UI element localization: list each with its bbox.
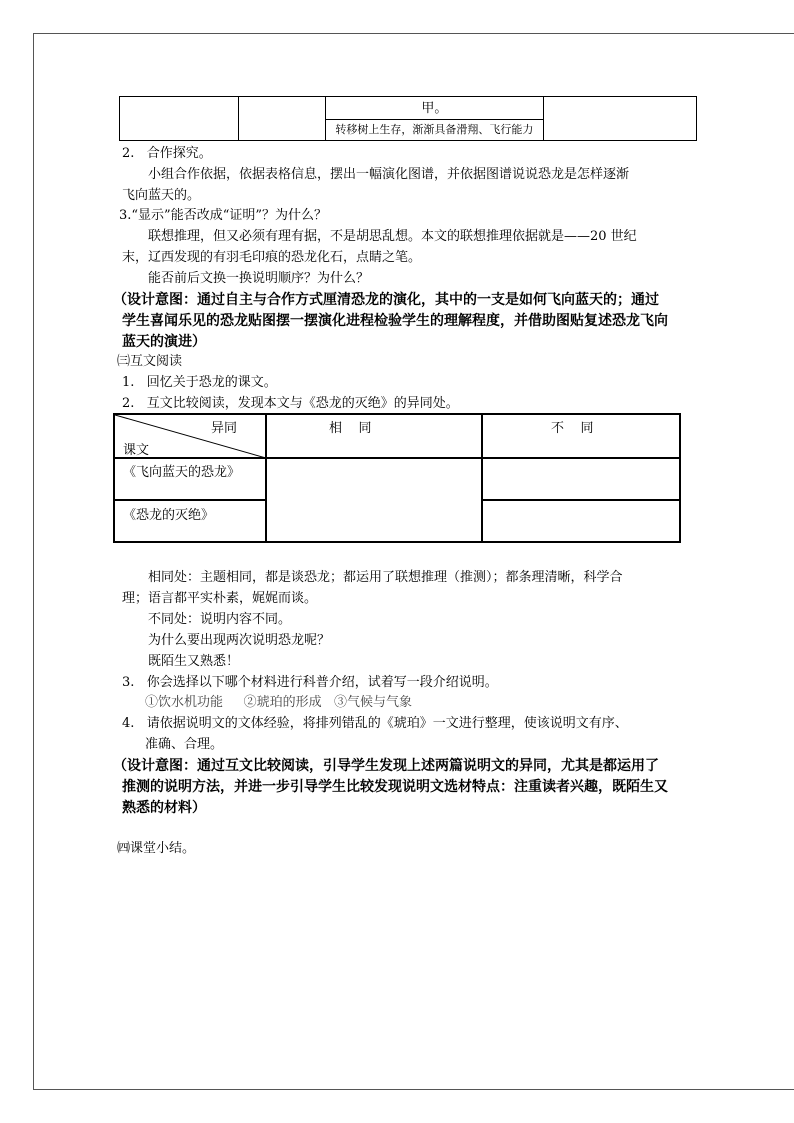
section2-para1-line1: 小组合作依据，依据表格信息，摆出一幅演化图谱，并依据图谱说说恐龙是怎样逐渐 — [148, 167, 630, 182]
analysis-answer: 既陌生又熟悉！ — [148, 654, 240, 669]
section2-question3: 3.“显示”能否改成“证明”？为什么？ — [119, 208, 327, 223]
section2-para2-line2: 末，辽西发现的有羽毛印痕的恐龙化石，点睛之笔。 — [122, 250, 422, 265]
section2-intent-line2: 学生喜闻乐见的恐龙贴图摆一摆演化进程检验学生的理解程度，并借助图贴复述恐龙飞向 — [122, 313, 668, 329]
analysis-options: ①饮水机功能 ②琥珀的形成 ③气候与气象 — [145, 695, 413, 710]
analysis-intent-line2: 推测的说明方法，并进一步引导学生比较发现说明文选材特点：注重读者兴趣，既陌生又 — [122, 779, 668, 795]
analysis-item3: 3. 你会选择以下哪个材料进行科普介绍，试着写一段介绍说明。 — [122, 675, 498, 690]
analysis-intent-line1: （设计意图：通过互文比较阅读，引导学生发现上述两篇说明文的异同，尤其是都运用了 — [113, 758, 659, 774]
section2-order-question: 能否前后文换一换说明顺序？为什么？ — [148, 271, 370, 286]
top-table-cell-3 — [325, 97, 544, 141]
row2-title: 《恐龙的灭绝》 — [123, 508, 215, 523]
section2-para2-line1: 联想推理，但又必须有理有据，不是胡思乱想。本文的联想推理依据就是——20 世纪 — [148, 229, 637, 244]
analysis-same-line1: 相同处：主题相同，都是谈恐龙；都运用了联想推理（推测）；都条理清晰，科学合 — [148, 570, 623, 585]
header-same: 相 同 — [329, 421, 372, 436]
section4-heading: ㈣课堂小结。 — [117, 841, 196, 856]
header-diag-bottom: 课文 — [123, 443, 150, 458]
section3-item1: 1. 回忆关于恐龙的课文。 — [122, 375, 277, 390]
top-table — [119, 96, 697, 141]
section3-item2: 2. 互文比较阅读，发现本文与《恐龙的灭绝》的异同处。 — [122, 396, 459, 411]
analysis-diff: 不同处：说明内容不同。 — [148, 612, 292, 627]
header-diff: 不 同 — [551, 421, 594, 436]
section2-heading: 2. 合作探究。 — [122, 146, 212, 161]
top-table-cell-2 — [238, 97, 325, 141]
section2-intent-line1: （设计意图：通过自主与合作方式厘清恐龙的演化，其中的一支是如何飞向蓝天的；通过 — [113, 292, 659, 308]
top-table-cell-4 — [544, 97, 697, 141]
analysis-intent-line3: 熟悉的材料） — [122, 800, 206, 816]
analysis-why: 为什么要出现两次说明恐龙呢？ — [148, 633, 331, 648]
analysis-item4-line1: 4. 请依据说明文的文体经验，将排列错乱的《琥珀》一文进行整理，使该说明文有序、 — [122, 716, 628, 731]
section2-intent-line3: 蓝天的演进） — [122, 334, 206, 350]
comparison-table — [113, 413, 681, 543]
top-table-line1: 甲。 — [326, 97, 544, 120]
analysis-item4-line2: 准确、合理。 — [145, 737, 224, 752]
analysis-same-line2: 理；语言都平实朴素，娓娓而谈。 — [122, 591, 318, 606]
top-table-cell-1 — [120, 97, 239, 141]
top-table-line2: 转移树上生存，渐渐具备滑翔、飞行能力 — [335, 123, 534, 136]
row1-title: 《飞向蓝天的恐龙》 — [123, 465, 241, 480]
section3-heading: ㈢互文阅读 — [117, 354, 183, 369]
section2-para1-line2: 飞向蓝天的。 — [122, 188, 201, 203]
header-diag-top: 异同 — [211, 421, 238, 436]
